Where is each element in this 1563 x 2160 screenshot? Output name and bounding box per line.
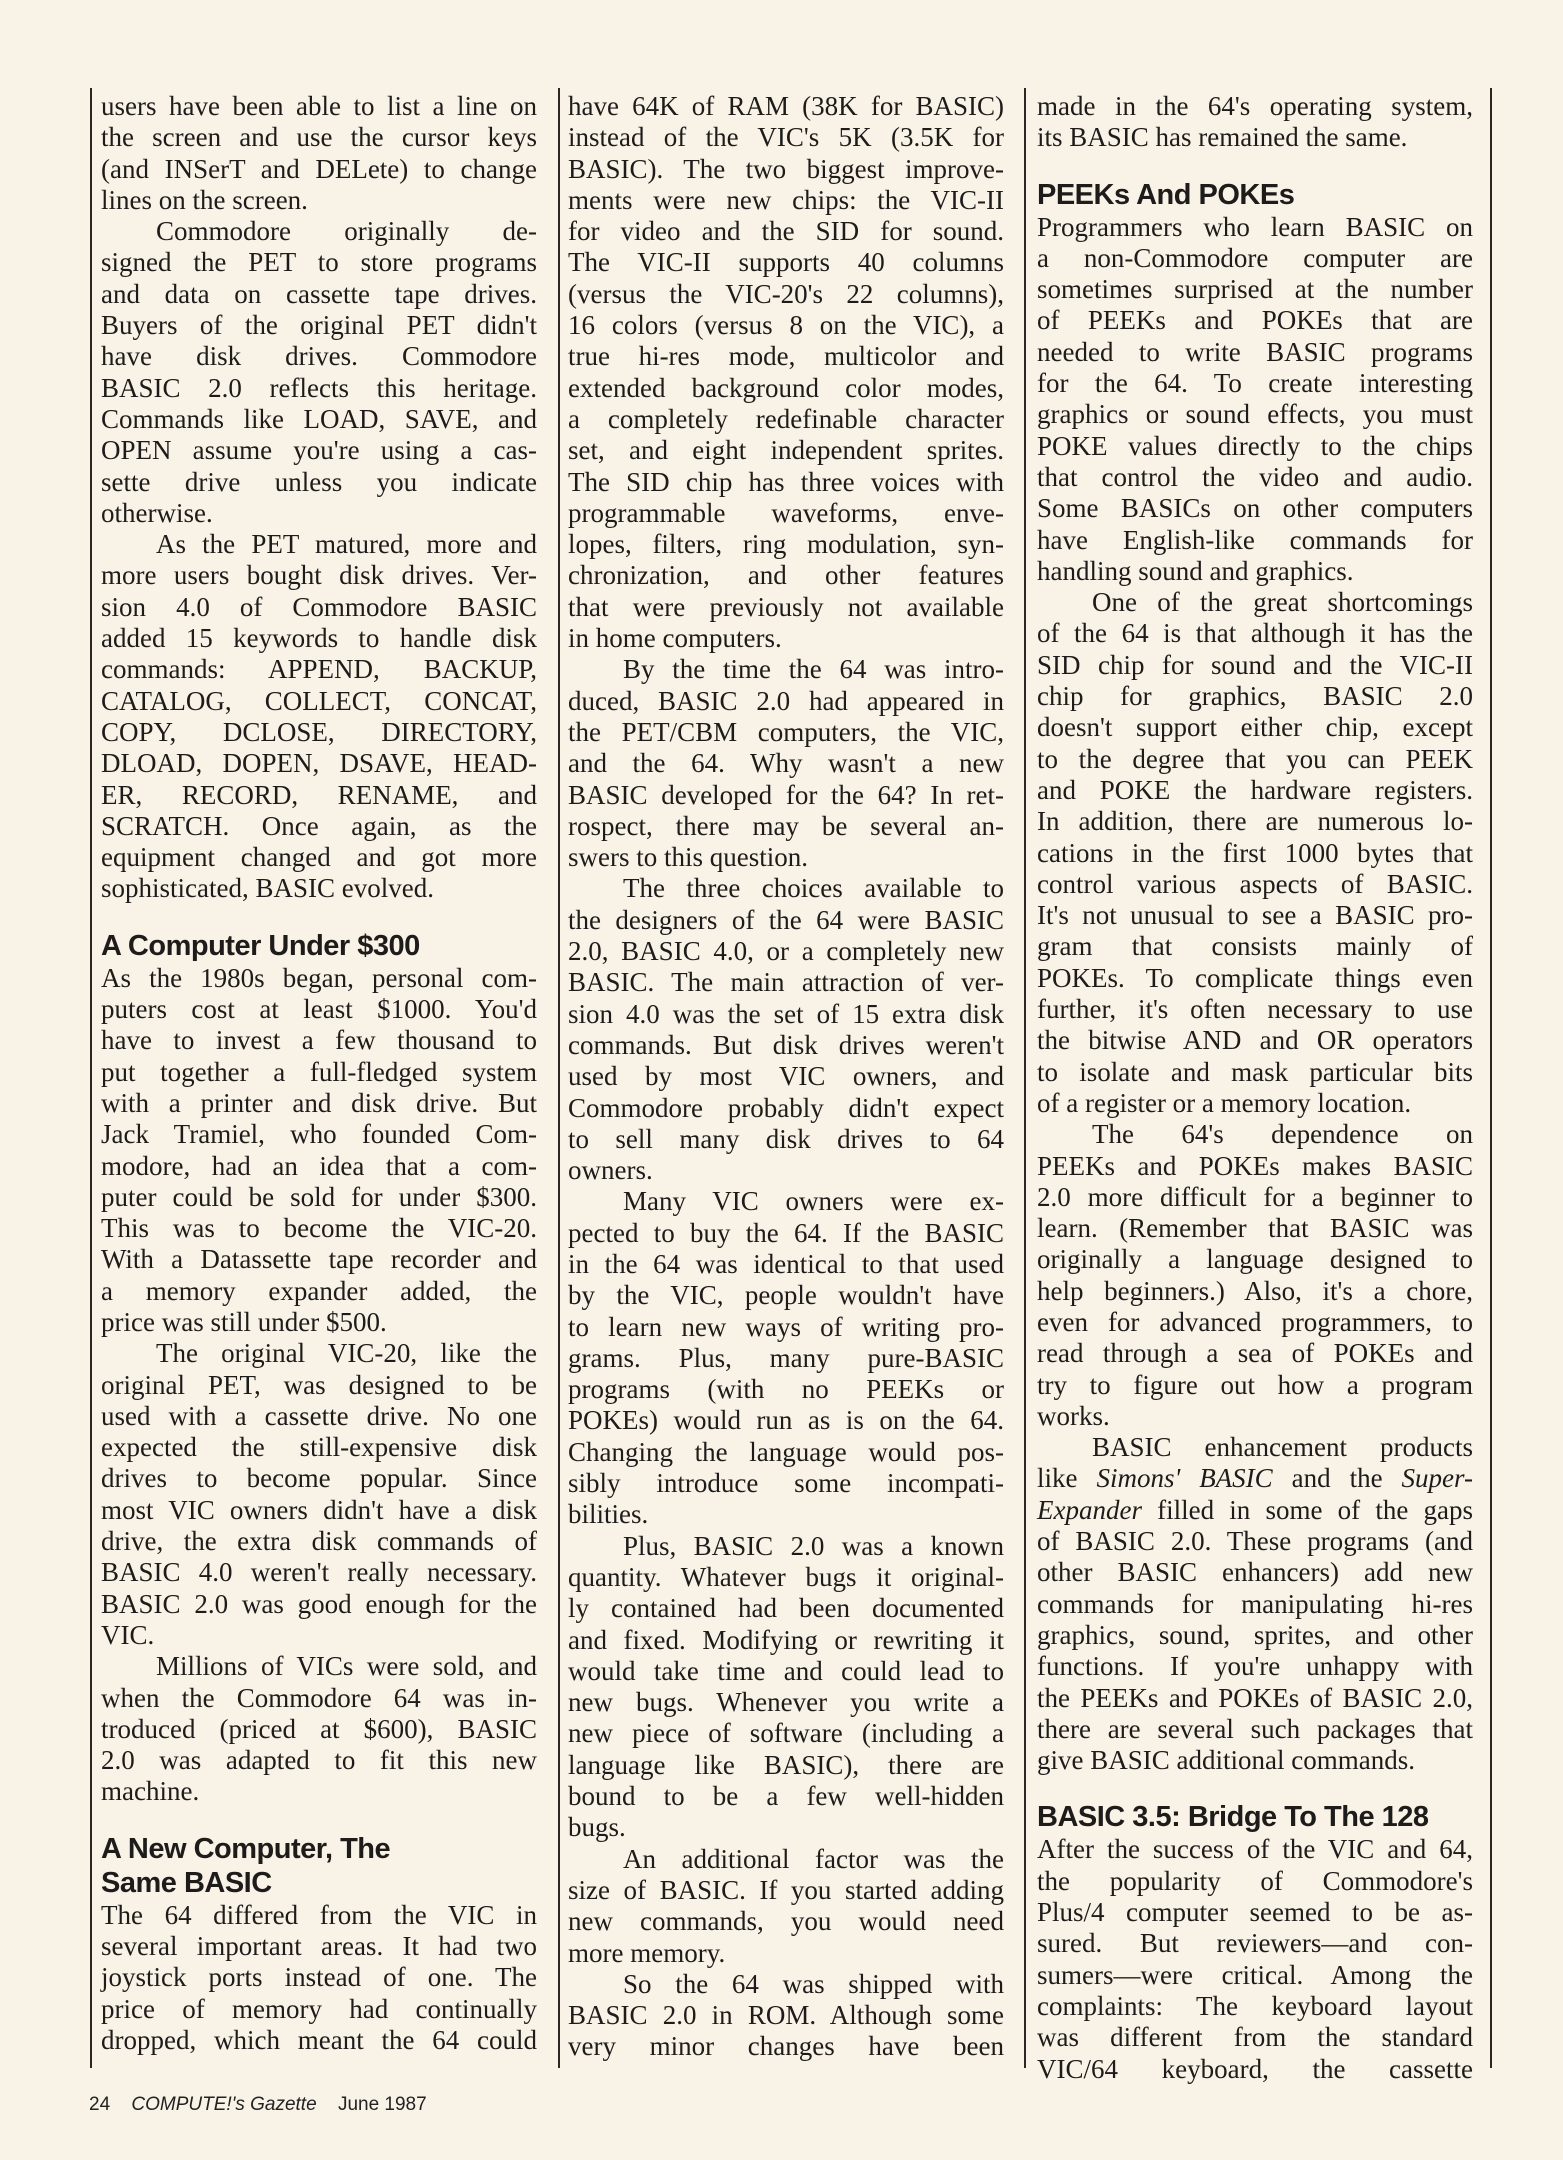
text-line: read through a sea of POKEs and <box>1037 1338 1473 1369</box>
text-line: original PET, was designed to be <box>101 1369 537 1400</box>
text-line: of a register or a memory location. <box>1037 1087 1412 1118</box>
paragraph <box>101 1900 537 2056</box>
page-number: 24 <box>89 2094 111 2115</box>
text-line: size of BASIC. If you started adding <box>568 1874 1004 1905</box>
text-line: works. <box>1037 1400 1110 1431</box>
text-line: to learn new ways of writing pro- <box>568 1311 1004 1342</box>
text-line: rospect, there may be several an- <box>568 810 1004 841</box>
text-line: commands: APPEND, BACKUP, <box>101 654 537 685</box>
column-rule <box>1024 88 1026 2068</box>
text-line: there are several such packages that <box>1037 1713 1473 1744</box>
text-line: Many VIC owners were ex- <box>623 1186 1004 1217</box>
text-line: new piece of software (including a <box>568 1718 1004 1749</box>
text-line: to sell many disk drives to 64 <box>568 1123 1004 1154</box>
text-line: drives to become popular. Since <box>101 1463 537 1494</box>
text-line: sumers—were critical. Among the <box>1037 1959 1473 1990</box>
text-line: more users bought disk drives. Ver- <box>101 560 537 591</box>
text-line: POKEs) would run as is on the 64. <box>568 1405 1004 1436</box>
text-line: BASIC 4.0 weren't really necessary. <box>101 1557 537 1588</box>
text-line: Millions of VICs were sold, and <box>156 1651 537 1682</box>
text-line: Changing the language would pos- <box>568 1436 1004 1467</box>
text-line: The SID chip has three voices with <box>568 466 1004 497</box>
text-line: (versus the VIC-20's 22 columns), <box>568 278 1004 309</box>
text-line: drive, the extra disk commands of <box>101 1526 537 1557</box>
paragraph <box>568 654 1004 873</box>
text-line: for the 64. To create interesting <box>1037 368 1473 399</box>
heading-line: Same BASIC <box>101 1866 272 1899</box>
text-line: and the 64. Why wasn't a new <box>568 748 1004 779</box>
text-line: with a printer and disk drive. But <box>101 1087 537 1118</box>
paragraph <box>1037 587 1473 1119</box>
heading-line: A New Computer, The <box>101 1832 391 1865</box>
text-line: control various aspects of BASIC. <box>1037 868 1473 899</box>
text-line: chip for graphics, BASIC 2.0 <box>1037 681 1473 712</box>
paragraph <box>568 1186 1004 1530</box>
text-line: price of memory had continually <box>101 1993 537 2024</box>
text-line: duced, BASIC 2.0 had appeared in <box>568 685 1004 716</box>
text-line: Plus/4 computer seemed to be as- <box>1037 1897 1473 1928</box>
text-line: owners. <box>568 1155 653 1186</box>
text-line: more memory. <box>568 1937 726 1968</box>
italic-title: Simons' BASIC <box>1096 1463 1273 1494</box>
text-line: in home computers. <box>568 623 782 654</box>
text-line: DLOAD, DOPEN, DSAVE, HEAD- <box>101 748 537 779</box>
text-line: sometimes surprised at the number <box>1037 274 1473 305</box>
paragraph <box>568 1844 1004 1969</box>
text-line: CATALOG, COLLECT, CONCAT, <box>101 685 537 716</box>
text-line: sophisticated, BASIC evolved. <box>101 873 434 904</box>
text-line: doesn't support either chip, except <box>1037 712 1473 743</box>
text-line: the designers of the 64 were BASIC <box>568 904 1004 935</box>
text-line: that control the video and audio. <box>1037 461 1473 492</box>
text-line: cations in the first 1000 bytes that <box>1037 837 1473 868</box>
heading-line: A Computer Under $300 <box>101 929 420 962</box>
text-line: commands for manipulating hi-res <box>1037 1588 1473 1619</box>
text-line: users have been able to list a line on <box>101 91 537 121</box>
text-line: 16 colors (versus 8 on the VIC), a <box>568 310 1004 341</box>
paragraph <box>568 91 1004 654</box>
text-line: the screen and use the cursor keys <box>101 122 537 153</box>
issue-date: June 1987 <box>337 2094 427 2115</box>
text-line: functions. If you're unhappy with <box>1037 1651 1473 1682</box>
text-run: filled in some of the gaps <box>1141 1494 1473 1525</box>
text-line: in the 64 was identical to that used <box>568 1248 1004 1279</box>
text-line: equipment changed and got more <box>101 842 537 873</box>
text-line: several important areas. It had two <box>101 1931 537 1962</box>
text-line: troduced (priced at $600), BASIC <box>101 1713 537 1744</box>
text-line: The 64's dependence on <box>1092 1119 1473 1150</box>
text-line: BASIC enhancement products <box>1092 1432 1473 1463</box>
text-line: PEEKs and POKEs makes BASIC <box>1037 1150 1473 1181</box>
text-run: and the <box>1272 1463 1402 1494</box>
paragraph <box>101 216 537 529</box>
text-line: very minor changes have been <box>568 2031 1004 2062</box>
text-line: BASIC developed for the 64? In ret- <box>568 779 1004 810</box>
paragraph <box>101 963 537 1339</box>
text-line: programs (with no PEEKs or <box>568 1374 1004 1405</box>
text-line: puter could be sold for under $300. <box>101 1181 537 1212</box>
text-line: 2.0 more difficult for a beginner to <box>1037 1181 1473 1212</box>
text-line: ER, RECORD, RENAME, and <box>101 779 537 810</box>
text-line: COPY, DCLOSE, DIRECTORY, <box>101 716 537 747</box>
text-line: lines on the screen. <box>101 184 308 215</box>
text-line: VIC/64 keyboard, the cassette <box>1037 2053 1473 2084</box>
paragraph <box>1037 212 1473 588</box>
article-column-3 <box>1037 91 1473 2085</box>
text-line: a non-Commodore computer are <box>1037 242 1473 273</box>
text-line: of PEEKs and POKEs that are <box>1037 305 1473 336</box>
paragraph <box>1037 1119 1473 1432</box>
text-line: POKE values directly to the chips <box>1037 430 1473 461</box>
section-heading <box>101 1832 537 1900</box>
text-line: BASIC). The two biggest improve- <box>568 153 1004 184</box>
text-line: The three choices available to <box>623 873 1004 904</box>
text-line: put together a full-fledged system <box>101 1056 537 1087</box>
text-line: joystick ports instead of one. The <box>101 1962 537 1993</box>
text-line: As the 1980s began, personal com- <box>101 962 537 993</box>
text-line: a memory expander added, the <box>101 1275 537 1306</box>
text-line: commands. But disk drives weren't <box>568 1029 1004 1060</box>
text-line <box>1037 1495 1473 1526</box>
text-line: handling sound and graphics. <box>1037 555 1354 586</box>
text-line: its BASIC has remained the same. <box>1037 122 1408 153</box>
text-line: sion 4.0 of Commodore BASIC <box>101 591 537 622</box>
text-line: BASIC 2.0 reflects this heritage. <box>101 372 537 403</box>
text-line: 2.0 was adapted to fit this new <box>101 1745 537 1776</box>
text-line: SCRATCH. Once again, as the <box>101 810 537 841</box>
heading-line: BASIC 3.5: Bridge To The 128 <box>1037 1801 1429 1834</box>
article-column-2 <box>568 91 1004 2063</box>
text-line: bound to be a few well-hidden <box>568 1781 1004 1812</box>
text-line <box>1037 1463 1473 1494</box>
text-line: Plus, BASIC 2.0 was a known <box>623 1530 1004 1561</box>
paragraph <box>1037 1834 1473 2084</box>
text-line: ments were new chips: the VIC-II <box>568 184 1004 215</box>
text-line: machine. <box>101 1776 200 1807</box>
text-line: needed to write BASIC programs <box>1037 336 1473 367</box>
text-line: pected to buy the 64. If the BASIC <box>568 1217 1004 1248</box>
text-line: An additional factor was the <box>623 1843 1004 1874</box>
text-line: set, and eight independent sprites. <box>568 435 1004 466</box>
text-line: learn. (Remember that BASIC was <box>1037 1213 1473 1244</box>
text-line: added 15 keywords to handle disk <box>101 623 537 654</box>
text-line: graphics, sound, sprites, and other <box>1037 1619 1473 1650</box>
article-column-1 <box>101 91 537 2056</box>
text-line: the bitwise AND and OR operators <box>1037 1025 1473 1056</box>
text-line: Commands like LOAD, SAVE, and <box>101 403 537 434</box>
paragraph <box>101 1651 537 1807</box>
text-line: (and INSerT and DELete) to change <box>101 153 537 184</box>
section-heading <box>1037 1800 1473 1834</box>
text-line: The 64 differed from the VIC in <box>101 1899 537 1930</box>
text-line: By the time the 64 was intro- <box>623 654 1004 685</box>
text-line: SID chip for sound and the VIC-II <box>1037 649 1473 680</box>
paragraph <box>568 873 1004 1186</box>
text-line: The VIC-II supports 40 columns <box>568 247 1004 278</box>
text-line: BASIC. The main attraction of ver- <box>568 967 1004 998</box>
text-line: true hi-res mode, multicolor and <box>568 341 1004 372</box>
text-line: otherwise. <box>101 497 213 528</box>
text-line: VIC. <box>101 1619 155 1650</box>
text-line: signed the PET to store programs <box>101 247 537 278</box>
text-line: new commands, you would need <box>568 1906 1004 1937</box>
text-line: BASIC 2.0 was good enough for the <box>101 1588 537 1619</box>
text-line: instead of the VIC's 5K (3.5K for <box>568 122 1004 153</box>
text-line: POKEs. To complicate things even <box>1037 962 1473 993</box>
text-line: This was to become the VIC-20. <box>101 1213 537 1244</box>
text-line: of the 64 is that although it has the <box>1037 618 1473 649</box>
column-rule <box>558 88 560 2068</box>
text-line: Jack Tramiel, who founded Com- <box>101 1119 537 1150</box>
paragraph <box>101 529 537 905</box>
text-line: by the VIC, people wouldn't have <box>568 1280 1004 1311</box>
paragraph <box>568 1531 1004 1844</box>
text-line: gram that consists mainly of <box>1037 931 1473 962</box>
text-line: With a Datassette tape recorder and <box>101 1244 537 1275</box>
column-rule <box>90 88 92 2068</box>
text-line: bugs. <box>568 1812 626 1843</box>
text-line: modore, had an idea that a com- <box>101 1150 537 1181</box>
text-line: have 64K of RAM (38K for BASIC) <box>568 91 1004 121</box>
text-line: After the success of the VIC and 64, <box>1037 1834 1473 1865</box>
section-heading <box>101 929 537 963</box>
text-line: Commodore probably didn't expect <box>568 1092 1004 1123</box>
column-rule <box>1490 88 1492 2068</box>
text-line: the popularity of Commodore's <box>1037 1865 1473 1896</box>
text-line: extended background color modes, <box>568 372 1004 403</box>
text-line: and fixed. Modifying or rewriting it <box>568 1624 1004 1655</box>
magazine-name: COMPUTE!'s Gazette <box>131 2094 317 2115</box>
text-line: would take time and could lead to <box>568 1655 1004 1686</box>
text-line: puters cost at least $1000. You'd <box>101 994 537 1025</box>
paragraph <box>101 91 537 216</box>
text-line: chronization, and other features <box>568 560 1004 591</box>
text-line: and POKE the hardware registers. <box>1037 774 1473 805</box>
paragraph <box>1037 1432 1473 1776</box>
text-line: BASIC 2.0 in ROM. Although some <box>568 2000 1004 2031</box>
italic-title: Expander <box>1037 1494 1142 1525</box>
text-line: quantity. Whatever bugs it original- <box>568 1561 1004 1592</box>
text-line: of BASIC 2.0. These programs (and <box>1037 1526 1473 1557</box>
text-run: like <box>1037 1463 1097 1494</box>
text-line: used with a cassette drive. No one <box>101 1400 537 1431</box>
text-line: new bugs. Whenever you write a <box>568 1687 1004 1718</box>
text-line: to the degree that you can PEEK <box>1037 743 1473 774</box>
text-line: have disk drives. Commodore <box>101 341 537 372</box>
text-line: As the PET matured, more and <box>156 529 537 560</box>
text-line: 2.0, BASIC 4.0, or a completely new <box>568 936 1004 967</box>
text-line: price was still under $500. <box>101 1306 387 1337</box>
text-line: to isolate and mask particular bits <box>1037 1056 1473 1087</box>
text-line: when the Commodore 64 was in- <box>101 1682 537 1713</box>
text-line: a completely redefinable character <box>568 403 1004 434</box>
text-line: swers to this question. <box>568 842 808 873</box>
paragraph <box>1037 91 1473 154</box>
text-line: the PEEKs and POKEs of BASIC 2.0, <box>1037 1682 1473 1713</box>
text-line: The original VIC-20, like the <box>156 1338 537 1369</box>
page-footer <box>89 2094 443 2116</box>
text-line: have English-like commands for <box>1037 524 1473 555</box>
text-line: It's not unusual to see a BASIC pro- <box>1037 900 1473 931</box>
text-line: sibly introduce some incompati- <box>568 1468 1004 1499</box>
paragraph <box>101 1338 537 1651</box>
text-line: sured. But reviewers—and con- <box>1037 1928 1473 1959</box>
text-line: One of the great shortcomings <box>1092 587 1473 618</box>
text-line: dropped, which meant the 64 could <box>101 2024 537 2055</box>
text-line: sion 4.0 was the set of 15 extra disk <box>568 998 1004 1029</box>
text-line: Some BASICs on other computers <box>1037 493 1473 524</box>
text-line: Commodore originally de- <box>156 216 537 247</box>
text-line: complaints: The keyboard layout <box>1037 1990 1473 2021</box>
text-line: originally a language designed to <box>1037 1244 1473 1275</box>
section-heading <box>1037 178 1473 212</box>
text-line: help beginners.) Also, it's a chore, <box>1037 1275 1473 1306</box>
text-line: graphics or sound effects, you must <box>1037 399 1473 430</box>
text-line: expected the still-expensive disk <box>101 1432 537 1463</box>
text-line: lopes, filters, ring modulation, syn- <box>568 529 1004 560</box>
text-line: other BASIC enhancers) add new <box>1037 1557 1473 1588</box>
text-line: So the 64 was shipped with <box>623 1968 1004 1999</box>
text-line: used by most VIC owners, and <box>568 1061 1004 1092</box>
text-line: have to invest a few thousand to <box>101 1025 537 1056</box>
text-line: most VIC owners didn't have a disk <box>101 1494 537 1525</box>
heading-line: PEEKs And POKEs <box>1037 178 1295 211</box>
text-line: and data on cassette tape drives. <box>101 278 537 309</box>
paragraph <box>568 1969 1004 2063</box>
text-line: grams. Plus, many pure-BASIC <box>568 1342 1004 1373</box>
text-line: Programmers who learn BASIC on <box>1037 211 1473 242</box>
text-line: that were previously not available <box>568 591 1004 622</box>
text-line: give BASIC additional commands. <box>1037 1745 1415 1776</box>
italic-title: Super- <box>1401 1463 1473 1494</box>
text-line: even for advanced programmers, to <box>1037 1306 1473 1337</box>
text-line: language like BASIC), there are <box>568 1749 1004 1780</box>
text-line: In addition, there are numerous lo- <box>1037 806 1473 837</box>
text-line: Buyers of the original PET didn't <box>101 310 537 341</box>
text-line: ly contained had been documented <box>568 1593 1004 1624</box>
text-line: programmable waveforms, enve- <box>568 497 1004 528</box>
text-line: further, it's often necessary to use <box>1037 994 1473 1025</box>
text-line: made in the 64's operating system, <box>1037 91 1473 121</box>
text-line: was different from the standard <box>1037 2022 1473 2053</box>
text-line: for video and the SID for sound. <box>568 216 1004 247</box>
text-line: the PET/CBM computers, the VIC, <box>568 716 1004 747</box>
text-line: OPEN assume you're using a cas- <box>101 435 537 466</box>
text-line: sette drive unless you indicate <box>101 466 537 497</box>
text-line: bilities. <box>568 1499 649 1530</box>
text-line: try to figure out how a program <box>1037 1369 1473 1400</box>
